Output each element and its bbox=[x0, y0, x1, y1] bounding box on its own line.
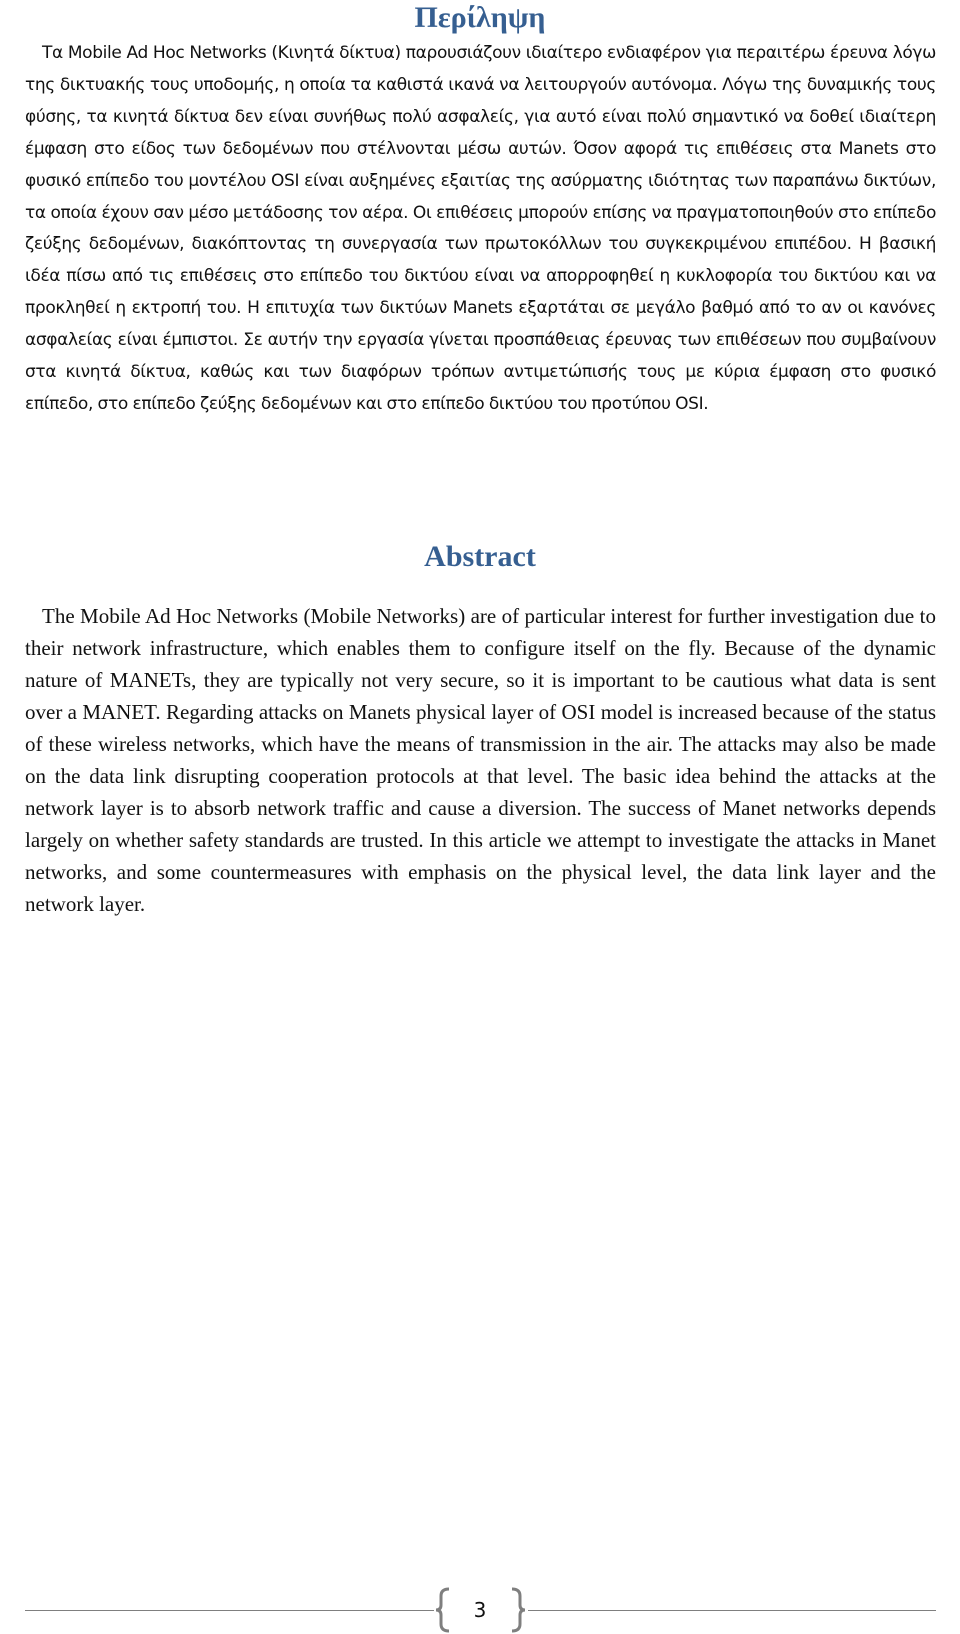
page-number: 3 bbox=[473, 1598, 487, 1622]
greek-abstract-paragraph: Τα Mobile Ad Hoc Networks (Κινητά δίκτυα) παρουσιάζουν ιδιαίτερο ενδιαφέρον για περαιτέρω έρευνα λόγω της δικτυακής τους υποδομής, η οποία τα καθιστά ικανά να λειτουργούν αυτόνομα. Λόγω της δυναμικής τους φύσης, τα κινητά δίκτυα δεν είναι συνήθως πολύ ασφαλείς, για αυτό είναι πολύ σημαντικό να δοθεί ιδιαίτερη έμφαση στο είδος των δεδομένων που στέλνονται μέσω αυτών. Όσον αφορά τις επιθέσεις στα Manets στο φυσικό επίπεδο του μοντέλου OSI είναι αυξημένες εξαιτίας της ασύρματης ιδιότητας των παραπάνω δικτύων, τα οποία έχουν σαν μέσο μετάδοσης τον αέρα. Οι επιθέσεις μπορούν επίσης να πραγματοποιηθούν στο επίπεδο ζεύξης δεδομένων, διακόπτοντας τη συνεργασία των πρωτοκόλλων του συγκεκριμένου επιπέδου. Η βασική ιδέα πίσω από τις επιθέσεις στο επίπεδο του δικτύου είναι να απορροφηθεί η κυκλοφορία του δικτύου και να προκληθεί η εκτροπή του. Η επιτυχία των δικτύων Manets εξαρτάται σε μεγάλο βαθμό από το αν οι κανόνες ασφαλείας είναι έμπιστοι. Σε αυτήν την εργασία γίνεται προσπάθειας έρευνας των επιθέσεων που συμβαίνουν στα κινητά δίκτυα, καθώς και των διαφόρων τρόπων αντιμετώπισής τους με κύρια έμφαση στο φυσικό επίπεδο, στο επίπεδο ζεύξης δεδομένων και στο επίπεδο δικτύου του προτύπου OSI. bbox=[25, 43, 936, 414]
english-abstract-heading: Abstract bbox=[424, 540, 536, 573]
page-footer bbox=[0, 1583, 960, 1631]
greek-abstract-heading: Περίληψη bbox=[414, 1, 546, 34]
english-abstract-paragraph: The Mobile Ad Hoc Networks (Mobile Networks) are of particular interest for further investigation due to their network infrastructure, which enables them to configure itself on the fly. Because of the dynamic nature of MANETs, they are typically not very secure, so it is important to be cautious what data is sent over a MANET. Regarding attacks on Manets physical layer of OSI model is increased because of the status of these wireless networks, which have the means of transmission in the air. The attacks may also be made on the data link disrupting cooperation protocols at that level. The basic idea behind the attacks at the network layer is to absorb network traffic and cause a diversion. The success of Manet networks depends largely on whether safety standards are trusted. In this article we attempt to investigate the attacks in Manet networks, and some countermeasures with emphasis on the physical level, the data link layer and the network layer. bbox=[25, 604, 936, 916]
footer-rule-left bbox=[25, 1610, 434, 1611]
left-brace-icon bbox=[433, 1587, 453, 1633]
footer-rule-right bbox=[528, 1610, 936, 1611]
right-brace-icon bbox=[508, 1587, 528, 1633]
